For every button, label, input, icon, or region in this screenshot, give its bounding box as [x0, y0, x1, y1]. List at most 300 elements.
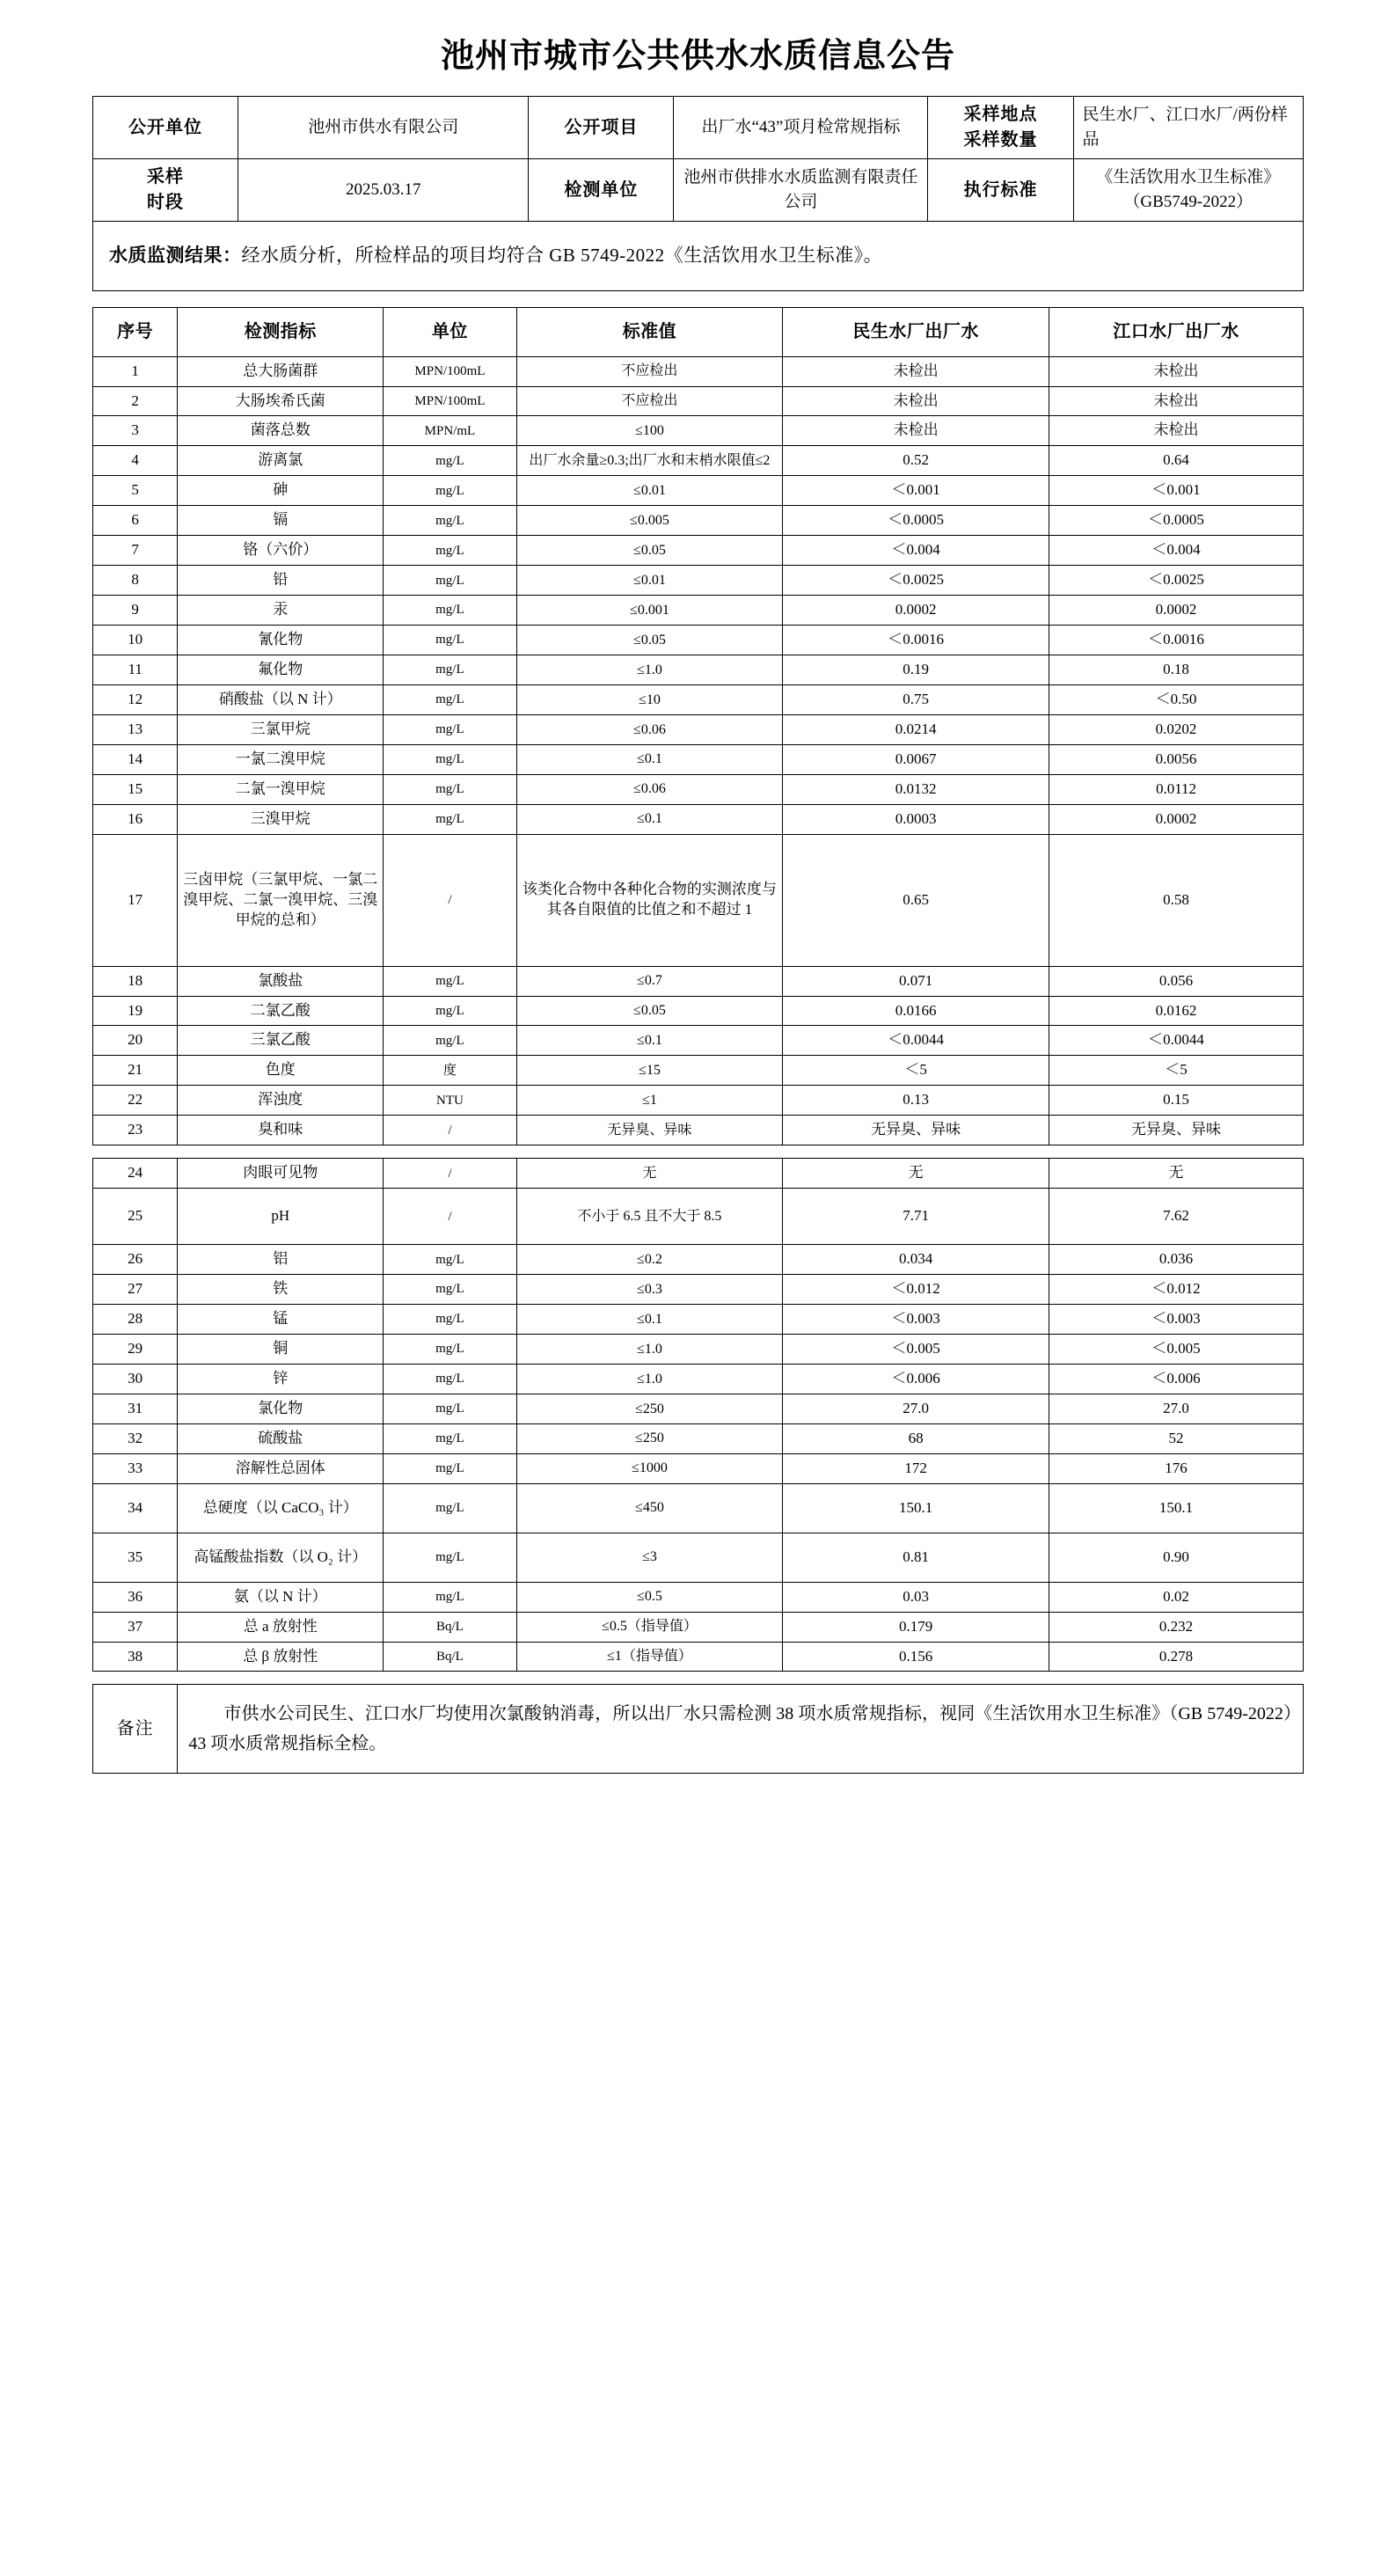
- cell-minsheng: 7.71: [783, 1189, 1049, 1245]
- cell-index: 4: [93, 446, 178, 476]
- cell-standard: ≤15: [516, 1056, 783, 1086]
- cell-indicator: 总 β 放射性: [178, 1642, 384, 1672]
- cell-jiangkou: 无异臭、异味: [1049, 1116, 1304, 1145]
- cell-unit: mg/L: [384, 714, 516, 744]
- note-section: [92, 1684, 1304, 1774]
- cell-minsheng: 68: [783, 1423, 1049, 1453]
- cell-jiangkou: 0.90: [1049, 1533, 1304, 1582]
- label-sampling-location: 采样地点 采样数量: [928, 97, 1073, 159]
- table-row: [93, 626, 1304, 655]
- table-row: [93, 386, 1304, 416]
- cell-unit: mg/L: [384, 506, 516, 536]
- cell-index: 3: [93, 416, 178, 446]
- cell-minsheng: 无异臭、异味: [783, 1116, 1049, 1145]
- cell-unit: mg/L: [384, 744, 516, 774]
- value-sampling-period: 2025.03.17: [238, 159, 529, 222]
- table-row: [93, 476, 1304, 506]
- cell-jiangkou: 176: [1049, 1453, 1304, 1483]
- cell-index: 26: [93, 1245, 178, 1275]
- cell-standard: ≤0.01: [516, 566, 783, 596]
- cell-unit: mg/L: [384, 626, 516, 655]
- cell-index: 14: [93, 744, 178, 774]
- cell-minsheng: ＜0.0016: [783, 626, 1049, 655]
- cell-minsheng: 0.0214: [783, 714, 1049, 744]
- cell-unit: mg/L: [384, 1483, 516, 1533]
- cell-unit: mg/L: [384, 1364, 516, 1394]
- cell-standard: ≤1.0: [516, 1334, 783, 1364]
- cell-indicator: 氯酸盐: [178, 966, 384, 996]
- cell-unit: NTU: [384, 1086, 516, 1116]
- cell-index: 7: [93, 536, 178, 566]
- cell-jiangkou: 未检出: [1049, 356, 1304, 386]
- table-row: [93, 1394, 1304, 1423]
- cell-indicator: 锌: [178, 1364, 384, 1394]
- cell-jiangkou: ＜0.003: [1049, 1305, 1304, 1335]
- col-unit: 单位: [384, 307, 516, 356]
- table-row: [93, 1056, 1304, 1086]
- cell-indicator: 一氯二溴甲烷: [178, 744, 384, 774]
- cell-standard: ≤1（指导值）: [516, 1642, 783, 1672]
- cell-unit: mg/L: [384, 1453, 516, 1483]
- cell-index: 17: [93, 834, 178, 966]
- col-minsheng: 民生水厂出厂水: [783, 307, 1049, 356]
- cell-minsheng: 0.034: [783, 1245, 1049, 1275]
- cell-standard: ≤0.7: [516, 966, 783, 996]
- cell-minsheng: 0.65: [783, 834, 1049, 966]
- cell-unit: mg/L: [384, 566, 516, 596]
- cell-index: 8: [93, 566, 178, 596]
- cell-standard: ≤100: [516, 416, 783, 446]
- table-header-row: [93, 307, 1304, 356]
- cell-jiangkou: ＜0.0044: [1049, 1026, 1304, 1056]
- table-row: [93, 446, 1304, 476]
- table-row: [93, 684, 1304, 714]
- cell-standard: ≤0.1: [516, 1026, 783, 1056]
- cell-index: 28: [93, 1305, 178, 1335]
- cell-index: 15: [93, 774, 178, 804]
- cell-index: 31: [93, 1394, 178, 1423]
- cell-index: 29: [93, 1334, 178, 1364]
- cell-index: 9: [93, 596, 178, 626]
- cell-unit: MPN/mL: [384, 416, 516, 446]
- table-row: [93, 506, 1304, 536]
- table-row: [93, 1364, 1304, 1394]
- cell-minsheng: 150.1: [783, 1483, 1049, 1533]
- cell-index: 13: [93, 714, 178, 744]
- value-public-unit: 池州市供水有限公司: [238, 97, 529, 159]
- cell-jiangkou: 0.15: [1049, 1086, 1304, 1116]
- table-row: [93, 1334, 1304, 1364]
- cell-minsheng: 172: [783, 1453, 1049, 1483]
- table-row: [93, 1642, 1304, 1672]
- col-standard: 标准值: [516, 307, 783, 356]
- cell-index: 21: [93, 1056, 178, 1086]
- cell-standard: ≤0.1: [516, 1305, 783, 1335]
- cell-unit: MPN/100mL: [384, 356, 516, 386]
- cell-unit: mg/L: [384, 684, 516, 714]
- cell-unit: mg/L: [384, 1582, 516, 1612]
- cell-minsheng: 0.13: [783, 1086, 1049, 1116]
- cell-standard: ≤0.5（指导值）: [516, 1612, 783, 1642]
- table-row: [93, 774, 1304, 804]
- cell-indicator: 浑浊度: [178, 1086, 384, 1116]
- cell-minsheng: 未检出: [783, 356, 1049, 386]
- cell-indicator: 铬（六价）: [178, 536, 384, 566]
- note-label: 备注: [93, 1685, 178, 1774]
- cell-indicator: 三氯乙酸: [178, 1026, 384, 1056]
- cell-standard: 该类化合物中各种化合物的实测浓度与其各自限值的比值之和不超过 1: [516, 834, 783, 966]
- cell-index: 24: [93, 1159, 178, 1189]
- cell-unit: mg/L: [384, 1334, 516, 1364]
- indicator-rows-part1: [93, 356, 1304, 1145]
- cell-unit: mg/L: [384, 596, 516, 626]
- cell-unit: /: [384, 1189, 516, 1245]
- page-title: 池州市城市公共供水水质信息公告: [440, 38, 955, 75]
- cell-index: 30: [93, 1364, 178, 1394]
- cell-indicator: 三卤甲烷（三氯甲烷、一氯二溴甲烷、二氯一溴甲烷、三溴甲烷的总和）: [178, 834, 384, 966]
- cell-jiangkou: 0.0002: [1049, 804, 1304, 834]
- cell-indicator: 硫酸盐: [178, 1423, 384, 1453]
- cell-index: 32: [93, 1423, 178, 1453]
- cell-indicator: 臭和味: [178, 1116, 384, 1145]
- cell-indicator: 锰: [178, 1305, 384, 1335]
- label-public-project: 公开项目: [529, 97, 674, 159]
- cell-jiangkou: 52: [1049, 1423, 1304, 1453]
- cell-minsheng: ＜0.001: [783, 476, 1049, 506]
- cell-indicator: 二氯乙酸: [178, 996, 384, 1026]
- cell-jiangkou: 0.0202: [1049, 714, 1304, 744]
- cell-standard: 不应检出: [516, 386, 783, 416]
- table-row: [93, 97, 1304, 159]
- table-row: [93, 1453, 1304, 1483]
- cell-minsheng: 未检出: [783, 386, 1049, 416]
- table-row: [93, 356, 1304, 386]
- cell-indicator: 硝酸盐（以 N 计）: [178, 684, 384, 714]
- cell-standard: ≤1.0: [516, 655, 783, 684]
- table-row: [93, 1116, 1304, 1145]
- cell-minsheng: 0.0002: [783, 596, 1049, 626]
- cell-jiangkou: 7.62: [1049, 1189, 1304, 1245]
- cell-jiangkou: 150.1: [1049, 1483, 1304, 1533]
- cell-standard: ≤0.3: [516, 1275, 783, 1305]
- cell-minsheng: ＜0.004: [783, 536, 1049, 566]
- cell-index: 23: [93, 1116, 178, 1145]
- cell-jiangkou: 0.0002: [1049, 596, 1304, 626]
- cell-minsheng: 0.52: [783, 446, 1049, 476]
- table-row: [93, 536, 1304, 566]
- cell-index: 6: [93, 506, 178, 536]
- cell-minsheng: 0.0132: [783, 774, 1049, 804]
- cell-standard: ≤450: [516, 1483, 783, 1533]
- cell-minsheng: 0.0067: [783, 744, 1049, 774]
- col-index: 序号: [93, 307, 178, 356]
- value-sampling-location: 民生水厂、江口水厂/两份样品: [1073, 97, 1303, 159]
- cell-index: 10: [93, 626, 178, 655]
- cell-index: 20: [93, 1026, 178, 1056]
- cell-minsheng: 0.75: [783, 684, 1049, 714]
- cell-index: 22: [93, 1086, 178, 1116]
- table-row: [93, 566, 1304, 596]
- cell-standard: ≤250: [516, 1423, 783, 1453]
- cell-indicator: 三溴甲烷: [178, 804, 384, 834]
- label-testing-org: 检测单位: [529, 159, 674, 222]
- cell-index: 35: [93, 1533, 178, 1582]
- table-row: [93, 1305, 1304, 1335]
- cell-indicator: 大肠埃希氏菌: [178, 386, 384, 416]
- cell-standard: 不应检出: [516, 356, 783, 386]
- col-jiangkou: 江口水厂出厂水: [1049, 307, 1304, 356]
- cell-standard: ≤1000: [516, 1453, 783, 1483]
- table-row: [93, 1533, 1304, 1582]
- cell-index: 27: [93, 1275, 178, 1305]
- cell-unit: mg/L: [384, 804, 516, 834]
- cell-minsheng: 0.81: [783, 1533, 1049, 1582]
- cell-standard: ≤10: [516, 684, 783, 714]
- cell-indicator: 氨（以 N 计）: [178, 1582, 384, 1612]
- cell-index: 11: [93, 655, 178, 684]
- cell-minsheng: 未检出: [783, 416, 1049, 446]
- info-header-table: [92, 96, 1304, 222]
- cell-minsheng: ＜0.0005: [783, 506, 1049, 536]
- cell-jiangkou: 0.0056: [1049, 744, 1304, 774]
- cell-unit: mg/L: [384, 1394, 516, 1423]
- cell-minsheng: ＜5: [783, 1056, 1049, 1086]
- cell-unit: mg/L: [384, 1026, 516, 1056]
- table-row: [93, 1159, 1304, 1189]
- cell-standard: ≤0.05: [516, 626, 783, 655]
- cell-standard: ≤0.01: [516, 476, 783, 506]
- cell-jiangkou: 0.58: [1049, 834, 1304, 966]
- table-row: [93, 1582, 1304, 1612]
- cell-unit: Bq/L: [384, 1612, 516, 1642]
- cell-indicator: 铁: [178, 1275, 384, 1305]
- cell-jiangkou: 无: [1049, 1159, 1304, 1189]
- value-standard: 《生活饮用水卫生标准》（GB5749-2022）: [1073, 159, 1303, 222]
- cell-index: 16: [93, 804, 178, 834]
- table-row: [93, 804, 1304, 834]
- table-row: [93, 1612, 1304, 1642]
- cell-jiangkou: ＜0.005: [1049, 1334, 1304, 1364]
- cell-minsheng: 0.071: [783, 966, 1049, 996]
- cell-standard: 无: [516, 1159, 783, 1189]
- cell-indicator: 铅: [178, 566, 384, 596]
- table-row: [93, 1189, 1304, 1245]
- cell-indicator: 铝: [178, 1245, 384, 1275]
- cell-minsheng: ＜0.0044: [783, 1026, 1049, 1056]
- cell-unit: mg/L: [384, 446, 516, 476]
- cell-standard: ≤0.05: [516, 536, 783, 566]
- result-label: 水质监测结果：: [109, 245, 242, 266]
- cell-index: 5: [93, 476, 178, 506]
- cell-indicator: 游离氯: [178, 446, 384, 476]
- table-row: [93, 744, 1304, 774]
- label-standard: 执行标准: [928, 159, 1073, 222]
- result-summary: [92, 222, 1304, 291]
- cell-jiangkou: 0.036: [1049, 1245, 1304, 1275]
- cell-standard: ≤1: [516, 1086, 783, 1116]
- cell-jiangkou: ＜0.0016: [1049, 626, 1304, 655]
- cell-index: 25: [93, 1189, 178, 1245]
- cell-indicator: 总硬度（以 CaCO₃ 计）: [178, 1483, 384, 1533]
- label-public-unit: 公开单位: [93, 97, 238, 159]
- cell-jiangkou: ＜0.001: [1049, 476, 1304, 506]
- table-row: [93, 1275, 1304, 1305]
- cell-minsheng: 0.19: [783, 655, 1049, 684]
- cell-standard: ≤0.5: [516, 1582, 783, 1612]
- cell-minsheng: 无: [783, 1159, 1049, 1189]
- cell-standard: ≤3: [516, 1533, 783, 1582]
- cell-jiangkou: 27.0: [1049, 1394, 1304, 1423]
- indicator-table-part1: [92, 307, 1304, 1146]
- cell-jiangkou: ＜0.012: [1049, 1275, 1304, 1305]
- cell-indicator: 砷: [178, 476, 384, 506]
- cell-indicator: 菌落总数: [178, 416, 384, 446]
- table-row: [93, 714, 1304, 744]
- cell-standard: ≤0.2: [516, 1245, 783, 1275]
- cell-index: 12: [93, 684, 178, 714]
- cell-indicator: 氯化物: [178, 1394, 384, 1423]
- note-text: 市供水公司民生、江口水厂均使用次氯酸钠消毒，所以出厂水只需检测 38 项水质常规指标，视同《生活饮用水卫生标准》（GB 5749-2022）43 项水质常规指标全检。: [178, 1685, 1304, 1774]
- cell-jiangkou: ＜0.0005: [1049, 506, 1304, 536]
- cell-standard: ≤0.1: [516, 804, 783, 834]
- cell-indicator: 溶解性总固体: [178, 1453, 384, 1483]
- cell-index: 2: [93, 386, 178, 416]
- cell-indicator: 氰化物: [178, 626, 384, 655]
- cell-jiangkou: 未检出: [1049, 416, 1304, 446]
- table-row: [93, 996, 1304, 1026]
- cell-unit: mg/L: [384, 536, 516, 566]
- table-row: [93, 1026, 1304, 1056]
- cell-unit: mg/L: [384, 655, 516, 684]
- cell-standard: 无异臭、异味: [516, 1116, 783, 1145]
- cell-standard: ≤0.001: [516, 596, 783, 626]
- cell-unit: /: [384, 1116, 516, 1145]
- cell-index: 36: [93, 1582, 178, 1612]
- cell-standard: 不小于 6.5 且不大于 8.5: [516, 1189, 783, 1245]
- cell-jiangkou: ＜0.004: [1049, 536, 1304, 566]
- cell-unit: mg/L: [384, 476, 516, 506]
- cell-standard: ≤0.005: [516, 506, 783, 536]
- indicator-table-part2: [92, 1158, 1304, 1672]
- cell-minsheng: 0.179: [783, 1612, 1049, 1642]
- cell-unit: /: [384, 1159, 516, 1189]
- cell-indicator: 汞: [178, 596, 384, 626]
- cell-unit: mg/L: [384, 996, 516, 1026]
- label-sampling-period: 采样 时段: [93, 159, 238, 222]
- cell-index: 19: [93, 996, 178, 1026]
- table-row: [93, 159, 1304, 222]
- cell-minsheng: 0.0166: [783, 996, 1049, 1026]
- cell-jiangkou: ＜0.006: [1049, 1364, 1304, 1394]
- cell-jiangkou: 0.232: [1049, 1612, 1304, 1642]
- cell-minsheng: ＜0.012: [783, 1275, 1049, 1305]
- cell-indicator: 总 a 放射性: [178, 1612, 384, 1642]
- cell-standard: ≤0.06: [516, 714, 783, 744]
- result-text: 经水质分析，所检样品的项目均符合 GB 5749-2022《生活饮用水卫生标准》。: [241, 245, 883, 266]
- cell-indicator: 氟化物: [178, 655, 384, 684]
- cell-unit: mg/L: [384, 1305, 516, 1335]
- cell-unit: MPN/100mL: [384, 386, 516, 416]
- cell-unit: mg/L: [384, 966, 516, 996]
- cell-minsheng: 0.0003: [783, 804, 1049, 834]
- table-row: [93, 966, 1304, 996]
- cell-standard: ≤250: [516, 1394, 783, 1423]
- cell-minsheng: 0.03: [783, 1582, 1049, 1612]
- table-row: [93, 596, 1304, 626]
- cell-index: 34: [93, 1483, 178, 1533]
- table-row: [93, 655, 1304, 684]
- cell-minsheng: ＜0.006: [783, 1364, 1049, 1394]
- table-row: [93, 834, 1304, 966]
- cell-unit: mg/L: [384, 1423, 516, 1453]
- cell-standard: ≤1.0: [516, 1364, 783, 1394]
- cell-index: 38: [93, 1642, 178, 1672]
- value-testing-org: 池州市供排水水质监测有限责任公司: [674, 159, 928, 222]
- cell-indicator: 高锰酸盐指数（以 O₂ 计）: [178, 1533, 384, 1582]
- cell-indicator: 二氯一溴甲烷: [178, 774, 384, 804]
- cell-minsheng: 0.156: [783, 1642, 1049, 1672]
- cell-jiangkou: 0.18: [1049, 655, 1304, 684]
- cell-unit: 度: [384, 1056, 516, 1086]
- cell-index: 18: [93, 966, 178, 996]
- cell-standard: ≤0.06: [516, 774, 783, 804]
- cell-minsheng: 27.0: [783, 1394, 1049, 1423]
- cell-indicator: 总大肠菌群: [178, 356, 384, 386]
- cell-minsheng: ＜0.0025: [783, 566, 1049, 596]
- cell-jiangkou: ＜5: [1049, 1056, 1304, 1086]
- table-row: [93, 1685, 1304, 1774]
- cell-indicator: 铜: [178, 1334, 384, 1364]
- cell-unit: mg/L: [384, 774, 516, 804]
- cell-minsheng: ＜0.003: [783, 1305, 1049, 1335]
- cell-index: 37: [93, 1612, 178, 1642]
- table-row: [93, 1423, 1304, 1453]
- col-indicator: 检测指标: [178, 307, 384, 356]
- table-row: [93, 1245, 1304, 1275]
- indicator-rows-part2: [93, 1159, 1304, 1672]
- value-public-project: 出厂水“43”项月检常规指标: [674, 97, 928, 159]
- table-row: [93, 416, 1304, 446]
- cell-jiangkou: ＜0.0025: [1049, 566, 1304, 596]
- cell-unit: mg/L: [384, 1245, 516, 1275]
- cell-jiangkou: 0.02: [1049, 1582, 1304, 1612]
- table-row: [93, 1483, 1304, 1533]
- cell-jiangkou: 0.278: [1049, 1642, 1304, 1672]
- cell-indicator: 三氯甲烷: [178, 714, 384, 744]
- cell-unit: /: [384, 834, 516, 966]
- cell-jiangkou: 0.0162: [1049, 996, 1304, 1026]
- cell-jiangkou: 0.056: [1049, 966, 1304, 996]
- cell-jiangkou: 0.64: [1049, 446, 1304, 476]
- cell-minsheng: ＜0.005: [783, 1334, 1049, 1364]
- cell-standard: ≤0.05: [516, 996, 783, 1026]
- cell-indicator: 镉: [178, 506, 384, 536]
- cell-indicator: 色度: [178, 1056, 384, 1086]
- cell-standard: ≤0.1: [516, 744, 783, 774]
- cell-unit: mg/L: [384, 1533, 516, 1582]
- table-row: [93, 1086, 1304, 1116]
- cell-standard: 出厂水余量≥0.3;出厂水和末梢水限值≤2: [516, 446, 783, 476]
- cell-indicator: 肉眼可见物: [178, 1159, 384, 1189]
- cell-index: 1: [93, 356, 178, 386]
- cell-jiangkou: 未检出: [1049, 386, 1304, 416]
- cell-index: 33: [93, 1453, 178, 1483]
- cell-jiangkou: 0.0112: [1049, 774, 1304, 804]
- cell-indicator: pH: [178, 1189, 384, 1245]
- cell-unit: mg/L: [384, 1275, 516, 1305]
- cell-unit: Bq/L: [384, 1642, 516, 1672]
- cell-jiangkou: ＜0.50: [1049, 684, 1304, 714]
